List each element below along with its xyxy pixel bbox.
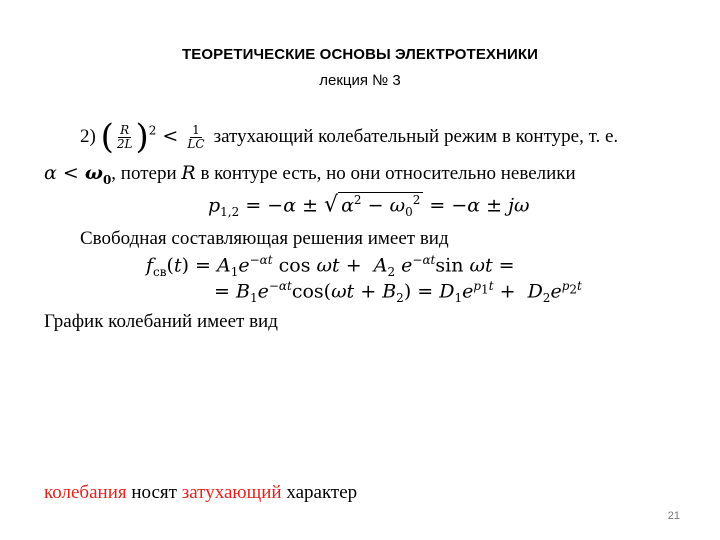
conclusion-word-have: носят (131, 482, 177, 503)
condition-text: затухающий колебательный режим в контуре, т. е. (213, 126, 619, 147)
condition-formula: ( $\frac{R}{2L}$ )$^2$ < $\frac{1}{LC}$ (100, 117, 205, 157)
free-component-text: Свободная составляющая решения имеет вид (80, 228, 449, 249)
conclusion-word-oscillations: колебания (44, 482, 127, 503)
alpha-less-omega: $\alpha < \omega_0$ (44, 162, 112, 187)
slide-subtitle: лекция № 3 (319, 72, 401, 89)
roots-formula: $p_{1,2} = -\alpha$ ± √ $\alpha^2 - \omega_0^2 = -\alpha \pm j\omega$ (208, 192, 530, 220)
condition-line (80, 117, 619, 157)
page-number: 21 (667, 510, 680, 522)
conclusion-word-character: характер (286, 482, 358, 503)
losses-line: $\alpha < \omega_0$, потери R в контуре есть, но они относительно невелики (44, 162, 576, 187)
conclusion-line (44, 482, 357, 504)
graph-caption: График колебаний имеет вид (44, 311, 278, 332)
slide-title: ТЕОРЕТИЧЕСКИЕ ОСНОВЫ ЭЛЕКТРОТЕХНИКИ (182, 46, 538, 63)
free-component-formula-2: = $B_1e^{-\alpha t}\cos(\omega t + B_2) = D_1e^{p_1t} + D_2e^{p_2t}$ (214, 279, 582, 306)
conclusion-word-damped: затухающий (181, 482, 282, 503)
item-number: 2) (80, 126, 96, 147)
free-component-formula-1: $f_{св}(t) = A_1e^{-\alpha t}$ $\cos \omega t + A_2$ $e^{-\alpha t}\sin$ ωt = (146, 253, 515, 280)
